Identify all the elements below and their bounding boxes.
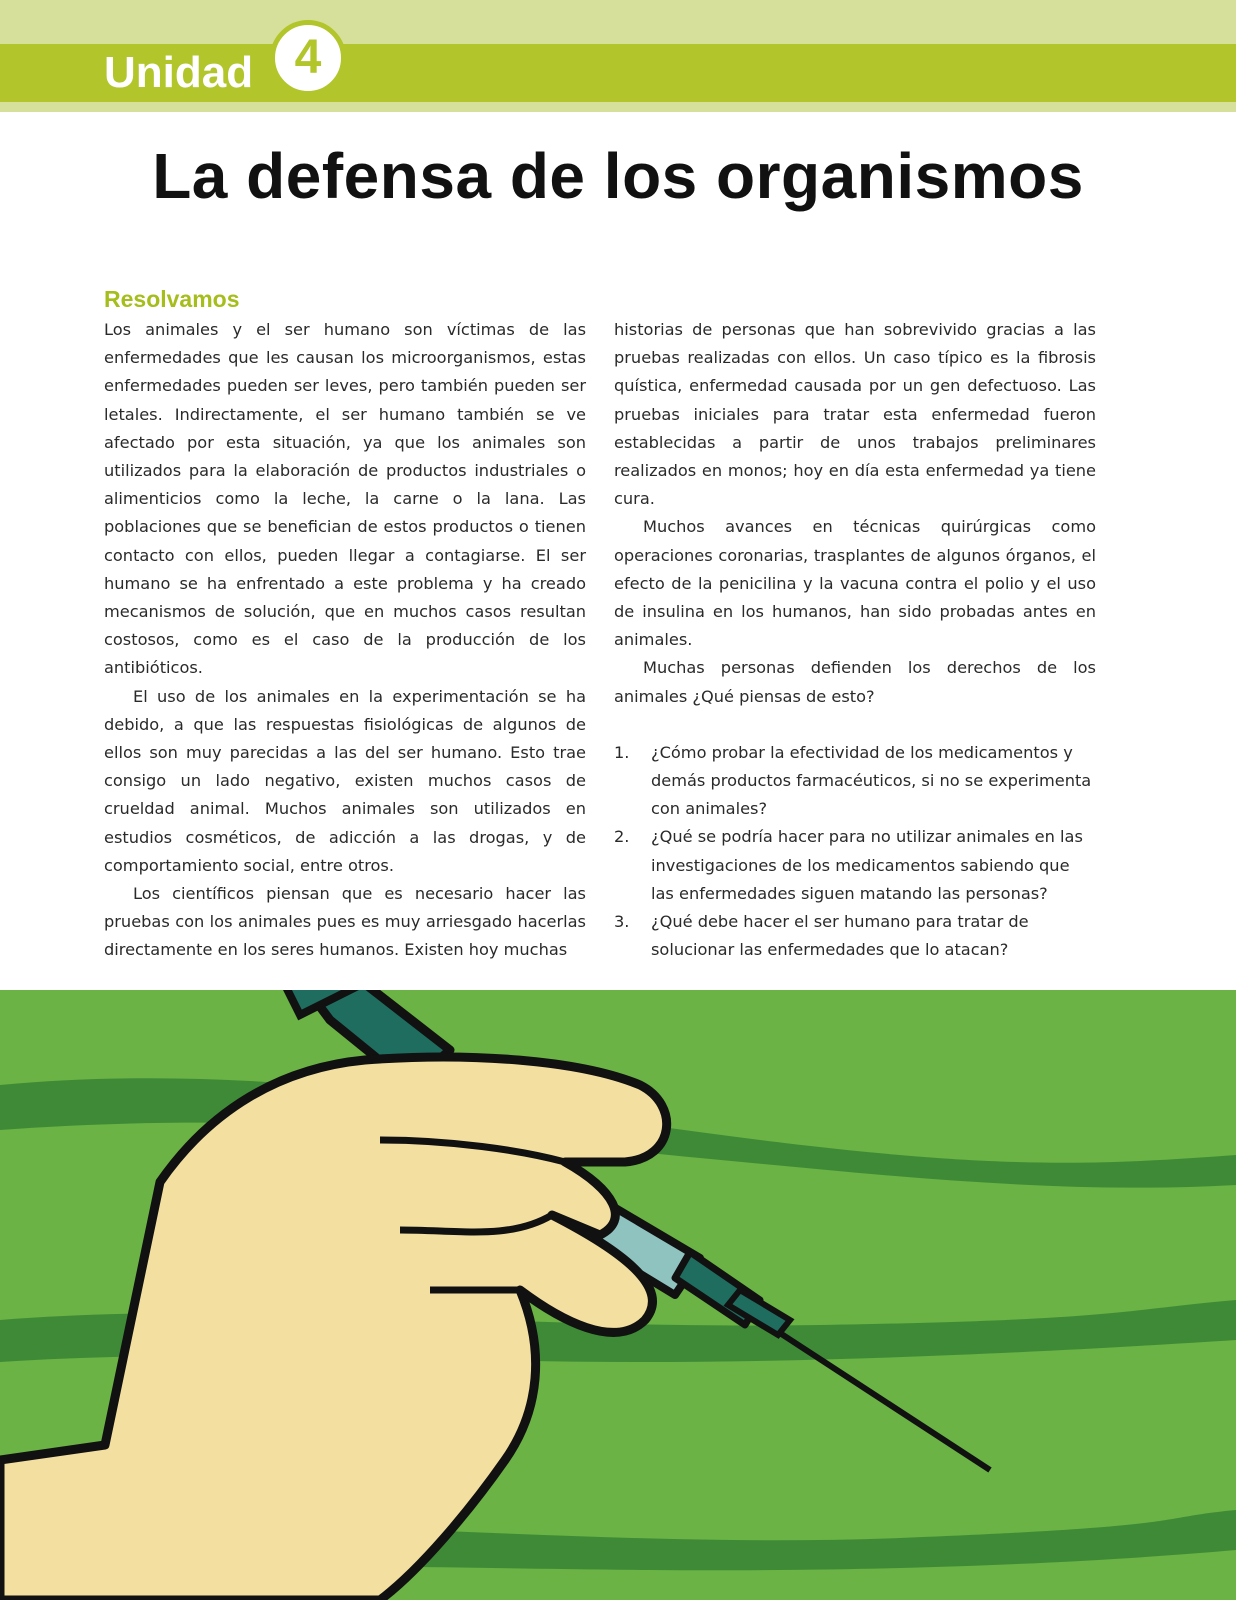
question-item <box>614 823 1096 908</box>
paragraph-4: Muchos avances en técnicas quirúrgicas como operaciones coronarias, trasplantes de algunos órganos, el efecto de la penicilina y la vacuna contra el polio y el uso de insulina en los humanos, han sido probadas antes en animales. <box>614 517 1096 650</box>
page-title: La defensa de los organismos <box>152 140 1084 212</box>
paragraph-1: Los animales y el ser humano son víctimas de las enfermedades que les causan los microorganismos, estas enfermedades pueden ser leves, pero también pueden ser letales. Indirectamente, el ser humano también se ve afectado por esta situación, ya que los animales son utilizados para la elaboración de productos industriales o alimenticios como la leche, la carne o la lana. Las poblaciones que se benefician de estos productos o tienen contacto con ellos, pueden llegar a contagiarse. El ser humano se ha enfrentado a este problema y ha creado mecanismos de solución, que en muchos casos resultan costosos, como es el caso de la producción de los antibióticos. <box>104 320 586 678</box>
paragraph-5: Muchas personas defienden los derechos de los animales ¿Qué piensas de esto? <box>614 658 1096 706</box>
question-list <box>614 739 1096 965</box>
question-item <box>614 908 1096 964</box>
unit-number-badge <box>270 20 346 96</box>
question-text: ¿Qué debe hacer el ser humano para tratar de solucionar las enfermedades que lo atacan? <box>651 912 1029 960</box>
text-column-left <box>104 316 586 965</box>
paragraph-3: Los científicos piensan que es necesario hacer las pruebas con los animales pues es muy arriesgado hacerlas directamente en los seres humanos. Existen hoy muchas <box>104 884 586 960</box>
question-text: ¿Cómo probar la efectividad de los medicamentos y demás productos farmacéuticos, si no se experimenta con animales? <box>651 742 1092 819</box>
unit-number: 4 <box>294 31 322 84</box>
header-band-light <box>0 0 1236 44</box>
section-heading: Resolvamos <box>104 286 240 312</box>
question-number: 2. <box>614 827 630 847</box>
paragraph-3-continued: historias de personas que han sobrevivido gracias a las pruebas realizadas con ellos. Un caso típico es la fibrosis quística, enfermedad causada por un gen defectuoso. Las pruebas iniciales para tratar esta enfermedad fueron establecidas a partir de unos trabajos preliminares realizados en monos; hoy en día esta enfermedad ya tiene cura. <box>614 320 1096 509</box>
question-number: 1. <box>614 742 630 762</box>
text-column-right <box>614 316 1096 981</box>
question-item <box>614 739 1096 824</box>
paragraph-2: El uso de los animales en la experimentación se ha debido, a que las respuestas fisiológicas de algunos de ellos son muy parecidas a las del ser humano. Esto trae consigo un lado negativo, existen muchos casos de crueldad animal. Muchos animales son utilizados en estudios cosméticos, de adicción a las drogas, y de comportamiento social, entre otros. <box>104 686 586 875</box>
question-number: 3. <box>614 912 630 932</box>
question-text: ¿Qué se podría hacer para no utilizar animales en las investigaciones de los medicamentos sabiendo que las enfermedades siguen matando las personas? <box>651 827 1083 903</box>
header-band-underline <box>0 102 1236 112</box>
unit-label: Unidad <box>104 48 254 97</box>
hand-with-syringe-illustration <box>0 990 1236 1600</box>
